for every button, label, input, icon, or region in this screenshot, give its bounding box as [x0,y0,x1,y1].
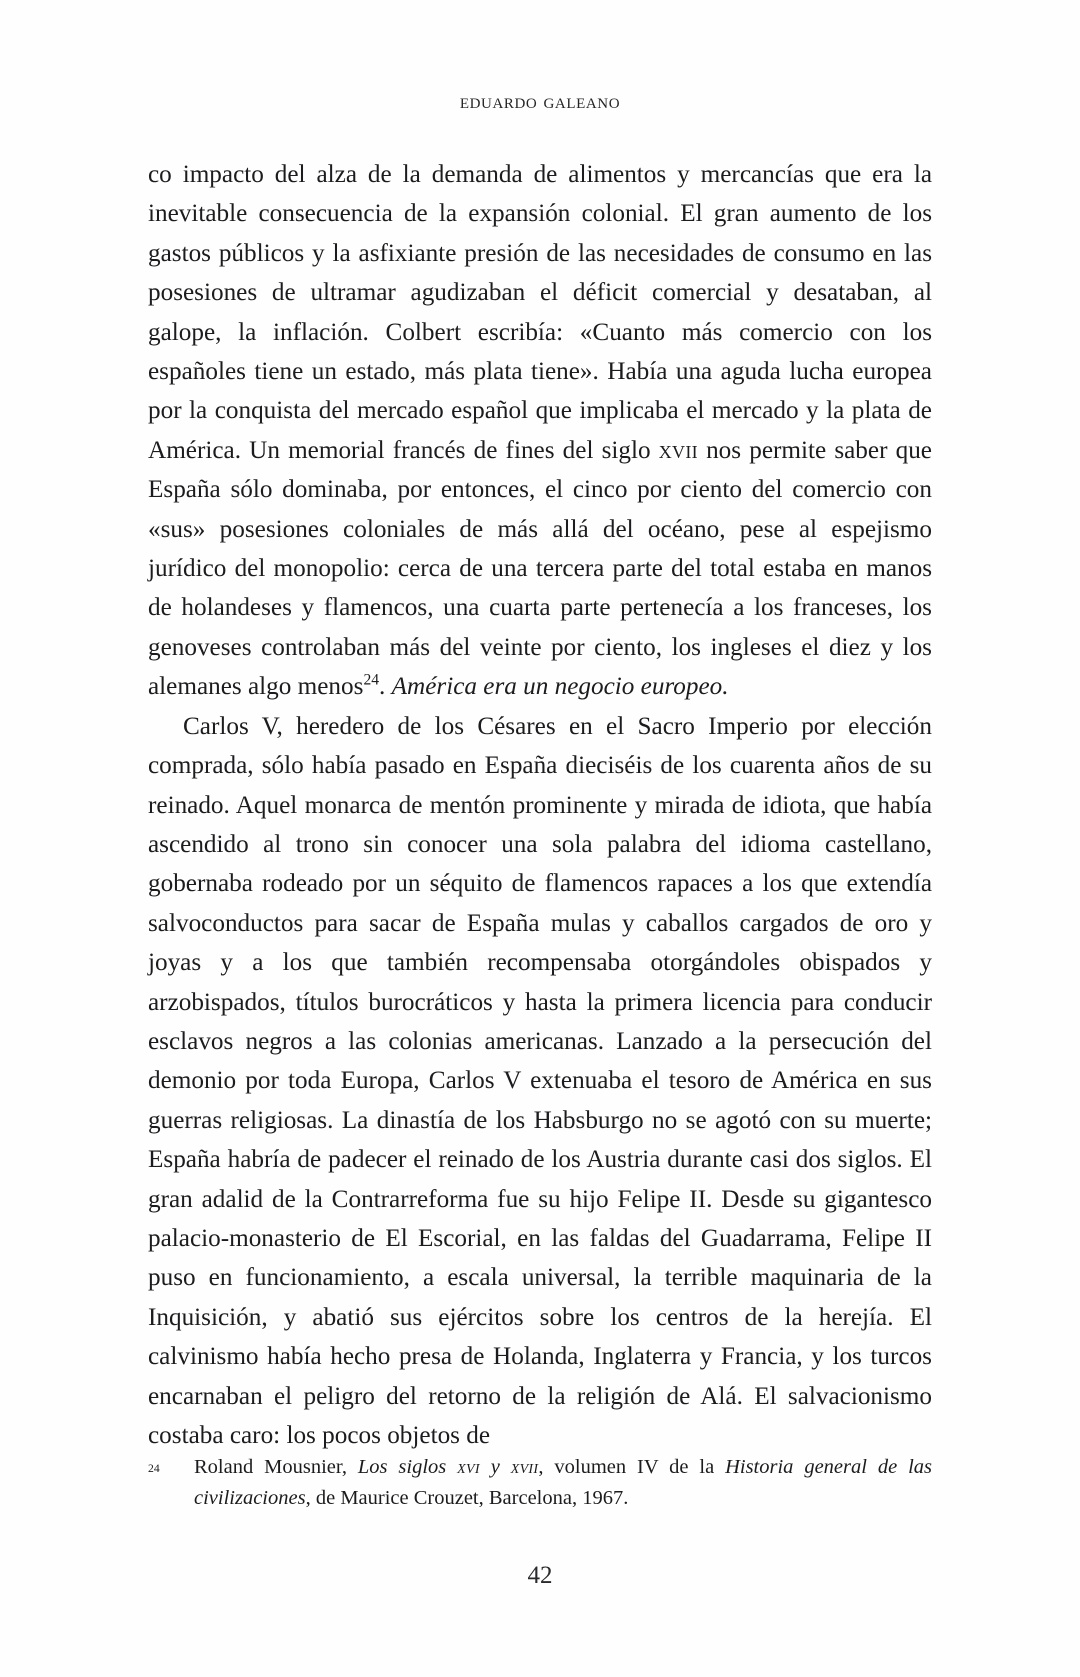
italic-run: América era un negocio europeo. [391,673,729,701]
paragraph-carlos-v [148,707,932,1456]
italic-run: Los siglos [357,1456,458,1478]
footnote-reference: 24 [363,671,380,689]
italic-run: Historia general de las civilizaciones [194,1456,932,1509]
text-run: . [379,673,392,701]
text-run: co impacto del alza de la demanda de alimentos y mercancías que era la inevitable consecuencia de la expansión colonial. El gran aumento de los gastos públicos y la asfixiante presión de las necesidades de consumo en las posesiones de ultramar agudizaban el déficit comercial y desataban, al galope, la inflación. Colbert escribía: «Cuanto más comercio con los españoles tiene un estado, más plata tiene». Había una aguda lucha europea por la conquista del mercado español que implicaba el mercado y la plata de América. Un memorial francés de fines del siglo [148,161,932,464]
paragraphs-container [148,155,932,1455]
body-text-block [148,155,932,1455]
text-run: , volumen IV de la [538,1456,726,1478]
footnote-text [194,1452,932,1514]
footnote-block [148,1452,932,1514]
footnote-marker-number: 24 [148,1462,160,1475]
page-number: 42 [527,1562,553,1589]
running-head: eduardo galeano [459,88,621,113]
text-run: Carlos V, heredero de los Césares en el Sacro Imperio por elección comprada, sólo había pasado en España dieciséis de los cuarenta años de su reinado. Aquel monarca de mentón prominente y mirada de idiota, que había ascendido al trono sin conocer una sola palabra del idioma castellano, gobernaba rodeado por un séquito de flamencos rapaces a los que extendía salvoconductos para sacar de España mulas y caballos cargados de oro y joyas y a los que también recompensaba otorgándoles obispados y arzobispados, títulos burocráticos y hasta la primera licencia para conducir esclavos negros a las colonias americanas. Lanzado a la persecución del demonio por toda Europa, Carlos V extenuaba el tesoro de América en sus guerras religiosas. La dinastía de los Habsburgo no se agotó con su muerte; España habría de padecer el reinado de los Austria durante casi dos siglos. El gran adalid de la Contrarreforma fue su hijo Felipe II. Desde su gigantesco palacio-monasterio de El Escorial, en las faldas del Guadarrama, Felipe II puso en funcionamiento, a escala universal, la terrible maquinaria de la Inquisición, y abatió sus ejércitos sobre los centros de la herejía. El calvinismo había hecho presa de Holanda, Inglaterra y Francia, y los turcos encarnaban el peligro del retorno de la religión de Alá. El salvacionismo costaba caro: los pocos objetos de [148,712,932,1449]
paragraph-continued [148,155,932,707]
text-run: nos permite saber que España sólo dominaba, por entonces, el cinco por ciento del comercio con «sus» posesiones coloniales de más allá del océano, pese al espejismo jurídico del monopolio: cerca de una tercera parte del total estaba en manos de holandeses y flamencos, una cuarta parte pertenecía a los franceses, los genoveses controlaban más del veinte por ciento, los ingleses el diez y los alemanes algo menos [148,436,932,701]
text-run: Roland Mousnier, [194,1456,358,1478]
italic-small-caps-run: xvii [510,1456,539,1478]
italic-run: y [479,1456,511,1478]
italic-small-caps-run: xvi [457,1456,480,1478]
text-run: , de Maurice Crouzet, Barcelona, 1967. [305,1487,629,1509]
footnote-marker [148,1452,194,1490]
small-caps-run: xvii [658,436,698,464]
